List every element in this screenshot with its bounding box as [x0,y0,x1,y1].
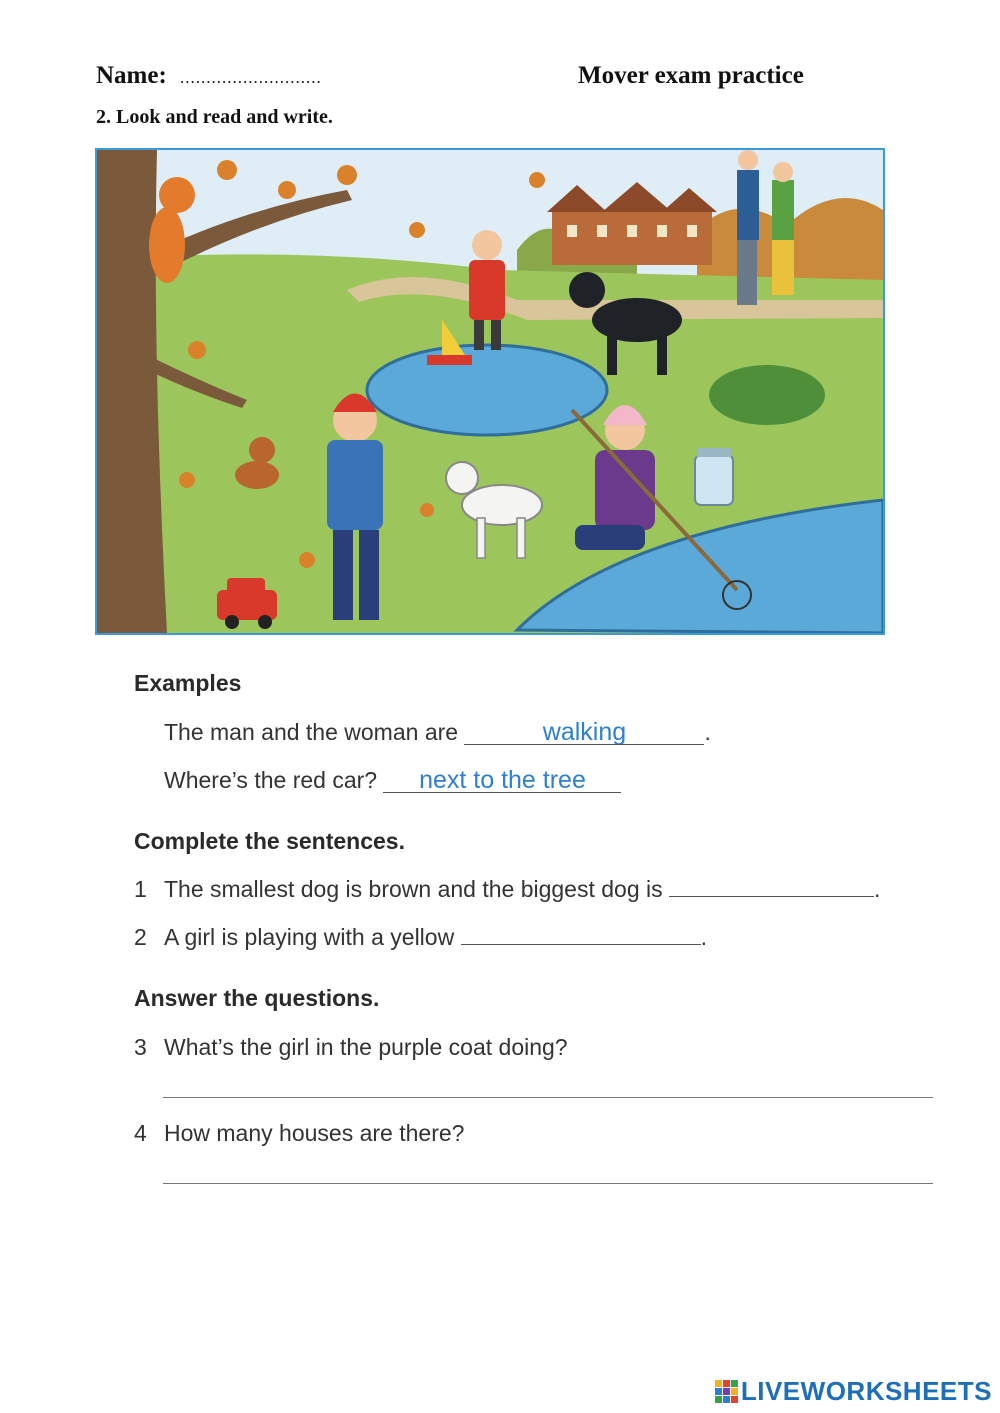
question-1-prompt: The smallest dog is brown and the biggest dog is [164,876,663,902]
name-label: Name: [96,62,167,89]
question-3-number: 3 [134,1034,147,1060]
question-2-end: . [700,924,707,950]
brand-text: LIVEWORKSHEETS [740,1376,992,1406]
question-1 [134,876,880,903]
jar [695,448,733,505]
example-2-prompt: Where’s the red car? [164,767,378,793]
question-2 [134,924,707,951]
liveworksheets-brand [715,1376,992,1407]
example-1-answer [464,718,704,747]
page-title: Mover exam practice [578,62,804,89]
question-3-answer-line[interactable] [163,1096,933,1098]
question-4-number: 4 [134,1120,147,1146]
question-1-end: . [874,876,881,902]
example-1-prompt: The man and the woman are [164,719,459,745]
question-2-prompt: A girl is playing with a yellow [164,924,455,950]
park-illustration [95,148,885,635]
example-2 [164,766,621,795]
question-1-answer-blank[interactable] [669,895,874,897]
example-1-end: . [704,719,711,745]
instruction: 2. Look and read and write. [96,106,333,128]
example-2-answer-text: next to the tree [419,766,586,794]
examples-heading: Examples [134,670,242,696]
question-2-answer-blank[interactable] [461,943,701,945]
question-4-prompt: How many houses are there? [164,1120,465,1146]
answer-heading: Answer the questions. [134,985,380,1011]
liveworksheets-logo [715,1380,739,1404]
question-4 [134,1120,464,1147]
question-1-number: 1 [134,876,147,902]
example-1-answer-text: walking [542,718,627,746]
complete-heading: Complete the sentences. [134,828,405,854]
example-2-answer [383,766,621,795]
example-1 [164,718,711,747]
question-2-number: 2 [134,924,147,950]
question-3-prompt: What’s the girl in the purple coat doing? [164,1034,568,1060]
name-field[interactable]: ........................... [180,68,322,87]
houses [547,182,717,265]
question-3 [134,1034,568,1061]
question-4-answer-line[interactable] [163,1182,933,1184]
